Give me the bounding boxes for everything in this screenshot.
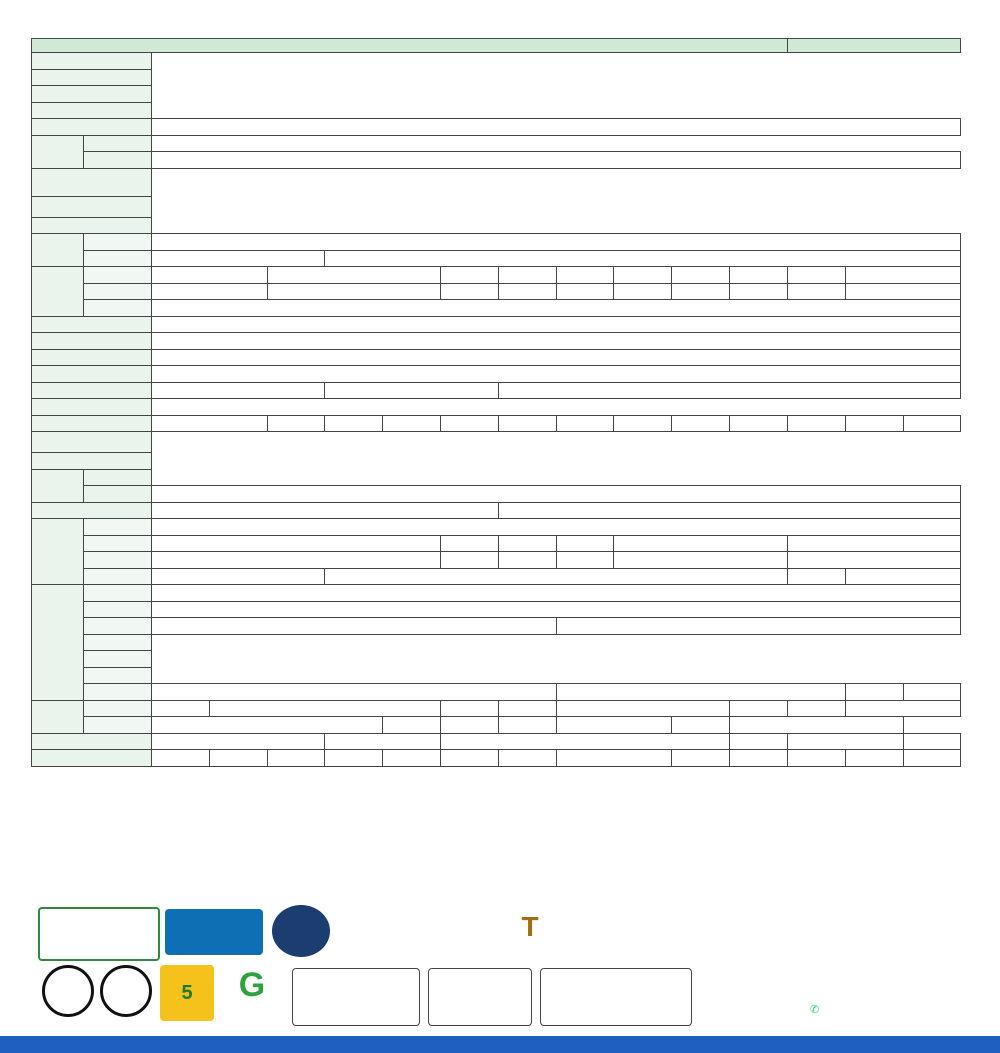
row-blower-type — [32, 234, 961, 251]
row-comp-power — [32, 634, 961, 651]
row-cahh-weight — [32, 453, 961, 470]
green-industry-icon: G — [238, 966, 266, 1004]
row-motor-power — [32, 267, 961, 284]
header-tacu — [32, 39, 788, 53]
row-esp — [32, 217, 961, 234]
energy-awards-badge — [428, 968, 532, 1026]
row-dimension — [32, 733, 961, 750]
thailand-logo-icon: T — [521, 911, 539, 942]
row-comp-circuit — [32, 618, 961, 635]
row-blower-qty — [32, 250, 961, 267]
row-supply — [32, 119, 961, 136]
row-fan-current — [32, 552, 961, 569]
row-pipe-liquid — [32, 717, 961, 734]
row-filter — [32, 366, 961, 383]
fti-badge — [292, 968, 420, 1026]
masci-logo — [272, 905, 330, 957]
row-motor-current — [32, 283, 961, 300]
pm-award-badge — [540, 968, 692, 1026]
row-capacity — [32, 53, 961, 70]
row-comp-qty — [32, 684, 961, 701]
whatsapp-link[interactable] — [810, 1003, 819, 1016]
row-airflow-range — [32, 196, 961, 217]
row-cond-coil — [32, 502, 961, 519]
row-comp-ref — [32, 601, 961, 618]
row-cond-type — [32, 486, 961, 503]
row-comp-lra — [32, 667, 961, 684]
header-vacu — [787, 39, 960, 53]
footer-bar — [0, 1036, 1000, 1053]
row-motor-qty — [32, 300, 961, 317]
ahri-logo — [165, 909, 263, 955]
row-cond-model — [32, 469, 961, 486]
row-evap — [32, 316, 961, 333]
row-cahv-weight — [32, 415, 961, 432]
whatsapp-icon: ✆ — [810, 1004, 820, 1016]
specification-table — [31, 38, 961, 767]
row-airflow-nominal — [32, 168, 961, 196]
row-drain — [32, 382, 961, 399]
row-cahh-dim — [32, 432, 961, 453]
row-cop — [32, 69, 961, 86]
row-fan-qty — [32, 568, 961, 585]
row-power — [32, 86, 961, 103]
eurovent-logo — [38, 907, 160, 961]
row-control — [32, 349, 961, 366]
tis2134-icon — [42, 965, 94, 1017]
row-expansion — [32, 333, 961, 350]
energy-label-5-icon: 5 — [160, 965, 214, 1021]
row-weight — [32, 750, 961, 767]
row-fan-type — [32, 519, 961, 536]
row-comp-type — [32, 585, 961, 602]
row-fcu-model — [32, 135, 961, 152]
tis1529-icon — [100, 965, 152, 1017]
row-comp-fla — [32, 651, 961, 668]
row-fan-power — [32, 535, 961, 552]
row-current — [32, 102, 961, 119]
row-cahv-dim — [32, 399, 961, 416]
row-fcu-type — [32, 152, 961, 169]
row-pipe-suction — [32, 700, 961, 717]
